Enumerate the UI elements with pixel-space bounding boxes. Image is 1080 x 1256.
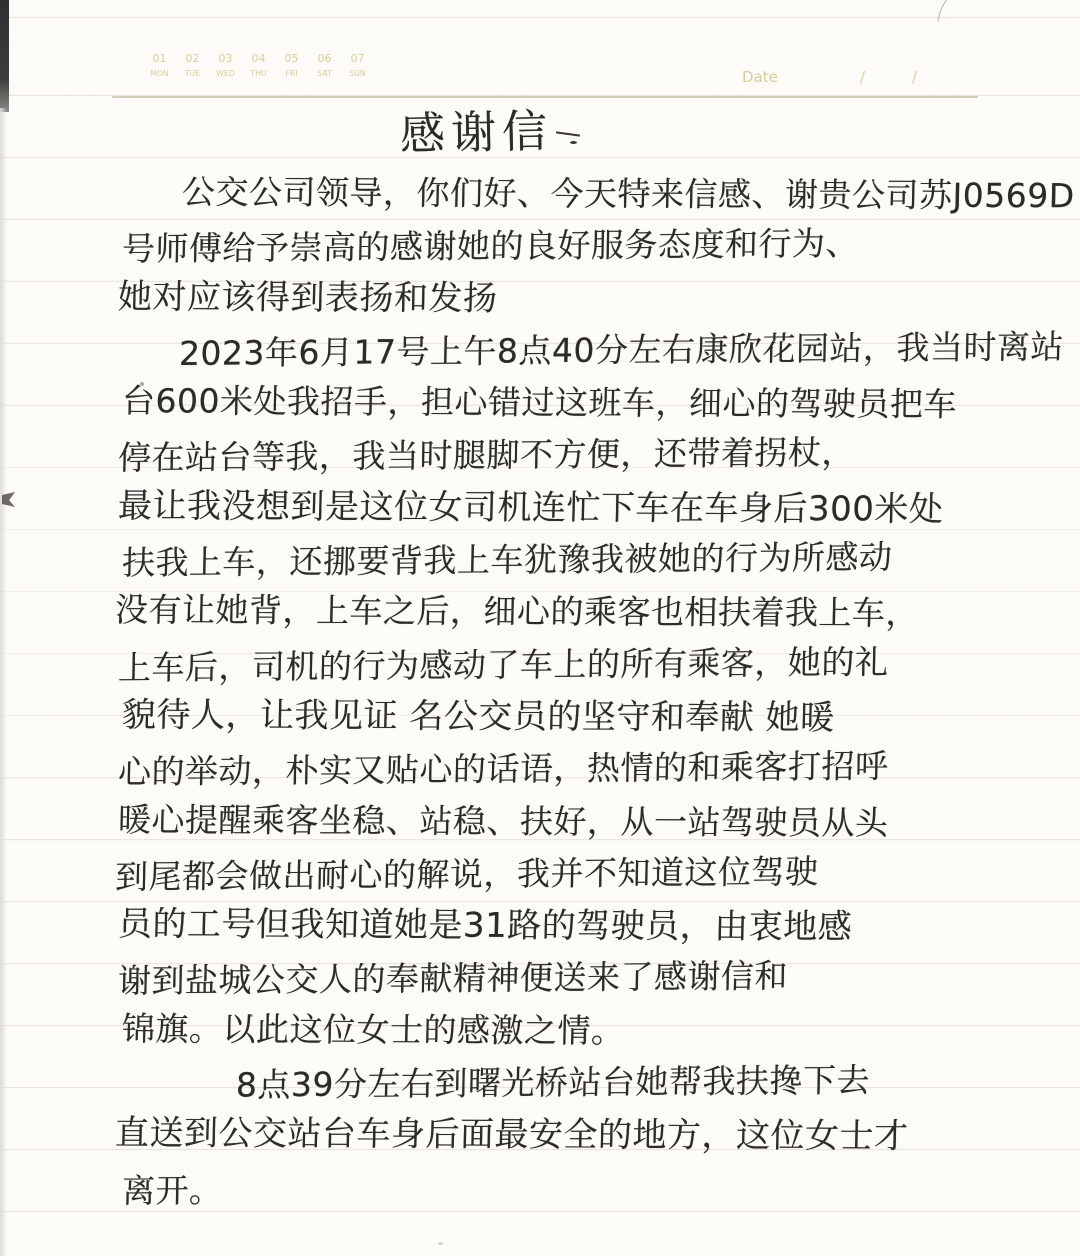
date-slash: / — [860, 68, 866, 86]
letter-line: 停在站台等我，我当时腿脚不方便，还带着拐杖， — [117, 433, 856, 478]
letter-line: 她对应该得到表扬和发扬 — [117, 276, 498, 319]
scan-edge-artifact — [0, 0, 9, 112]
letter-line: 公交公司领导，你们好、今天特来信感、谢贵公司苏J0569D — [181, 172, 1076, 216]
day-name: FRI — [285, 69, 298, 79]
week-col — [308, 52, 341, 79]
paper-speck — [438, 1242, 443, 1245]
week-col — [242, 52, 275, 79]
handwritten-letter — [114, 104, 1076, 1214]
day-number: 03 — [218, 52, 233, 65]
letter-line: 心的举动，朴实又贴心的话语，热情的和乘客打招呼 — [117, 746, 889, 792]
day-number: 07 — [350, 52, 365, 65]
letter-line: 锦旗。以此这位女士的感激之情。 — [121, 1008, 625, 1051]
letter-line: 号师傅给予崇高的感谢她的良好服务态度和行为、 — [121, 223, 860, 269]
letter-line: 上车后，司机的行为感动了车上的所有乘客，她的礼 — [117, 642, 889, 688]
day-name: SAT — [317, 69, 332, 79]
letter-line: 离开。 — [121, 1170, 223, 1211]
day-number: 05 — [284, 52, 299, 65]
day-number: 04 — [251, 52, 266, 65]
letter-line: 直送到公交站台车身后面最安全的地方，这位女士才 — [114, 1113, 909, 1157]
day-number: 01 — [152, 52, 167, 65]
letter-line: 2023年6月17号上午8点40分左右康欣花园站，我当时离站 — [178, 326, 1065, 373]
letter-line: 最让我没想到是这位女司机连忙下车在车身后300米处 — [117, 485, 944, 530]
day-name: MON — [150, 69, 169, 79]
letter-line: 扶我上车，还挪要背我上车犹豫我被她的行为所感动 — [121, 537, 893, 583]
letter-line: 到尾都会做出耐心的解说，我并不知道这位驾驶 — [114, 851, 819, 897]
week-col — [143, 52, 176, 79]
letter-line: 8点39分左右到曙光桥站台她帮我扶搀下去 — [235, 1060, 871, 1105]
date-label: Date — [742, 68, 778, 86]
letter-line: 员的工号但我知道她是31路的驾驶员，由衷地感 — [117, 904, 853, 948]
letter-line: 谢到盐城公交人的奉献精神便送来了感谢信和 — [117, 956, 789, 1001]
day-name: SUN — [349, 69, 366, 79]
letter-title-row — [118, 104, 992, 168]
letter-title: 感谢信 — [399, 104, 554, 161]
week-col — [275, 52, 308, 79]
day-name: WED — [216, 69, 235, 79]
ink-flourish — [556, 130, 582, 144]
scan-edge-shadow — [0, 108, 7, 1256]
week-col — [176, 52, 209, 79]
printed-week-header — [143, 52, 374, 79]
day-name: TUE — [184, 69, 201, 79]
week-col — [341, 52, 374, 79]
day-number: 02 — [185, 52, 200, 65]
week-col — [209, 52, 242, 79]
day-number: 06 — [317, 52, 332, 65]
letter-line: 暖心提醒乘客坐稳、站稳、扶好，从一站驾驶员从头 — [117, 799, 889, 843]
letter-line: 台600米处我招手，担心错过这班车，细心的驾驶员把车 — [121, 381, 958, 424]
letter-line: 貌待人，让我见证 名公交员的坚守和奉献 她暖 — [121, 695, 836, 739]
header-rule-line — [112, 96, 978, 98]
date-slash: / — [912, 68, 918, 86]
letter-line: 没有让她背，上车之后，细心的乘客也相扶着我上车， — [114, 590, 920, 633]
day-name: THU — [250, 69, 267, 79]
